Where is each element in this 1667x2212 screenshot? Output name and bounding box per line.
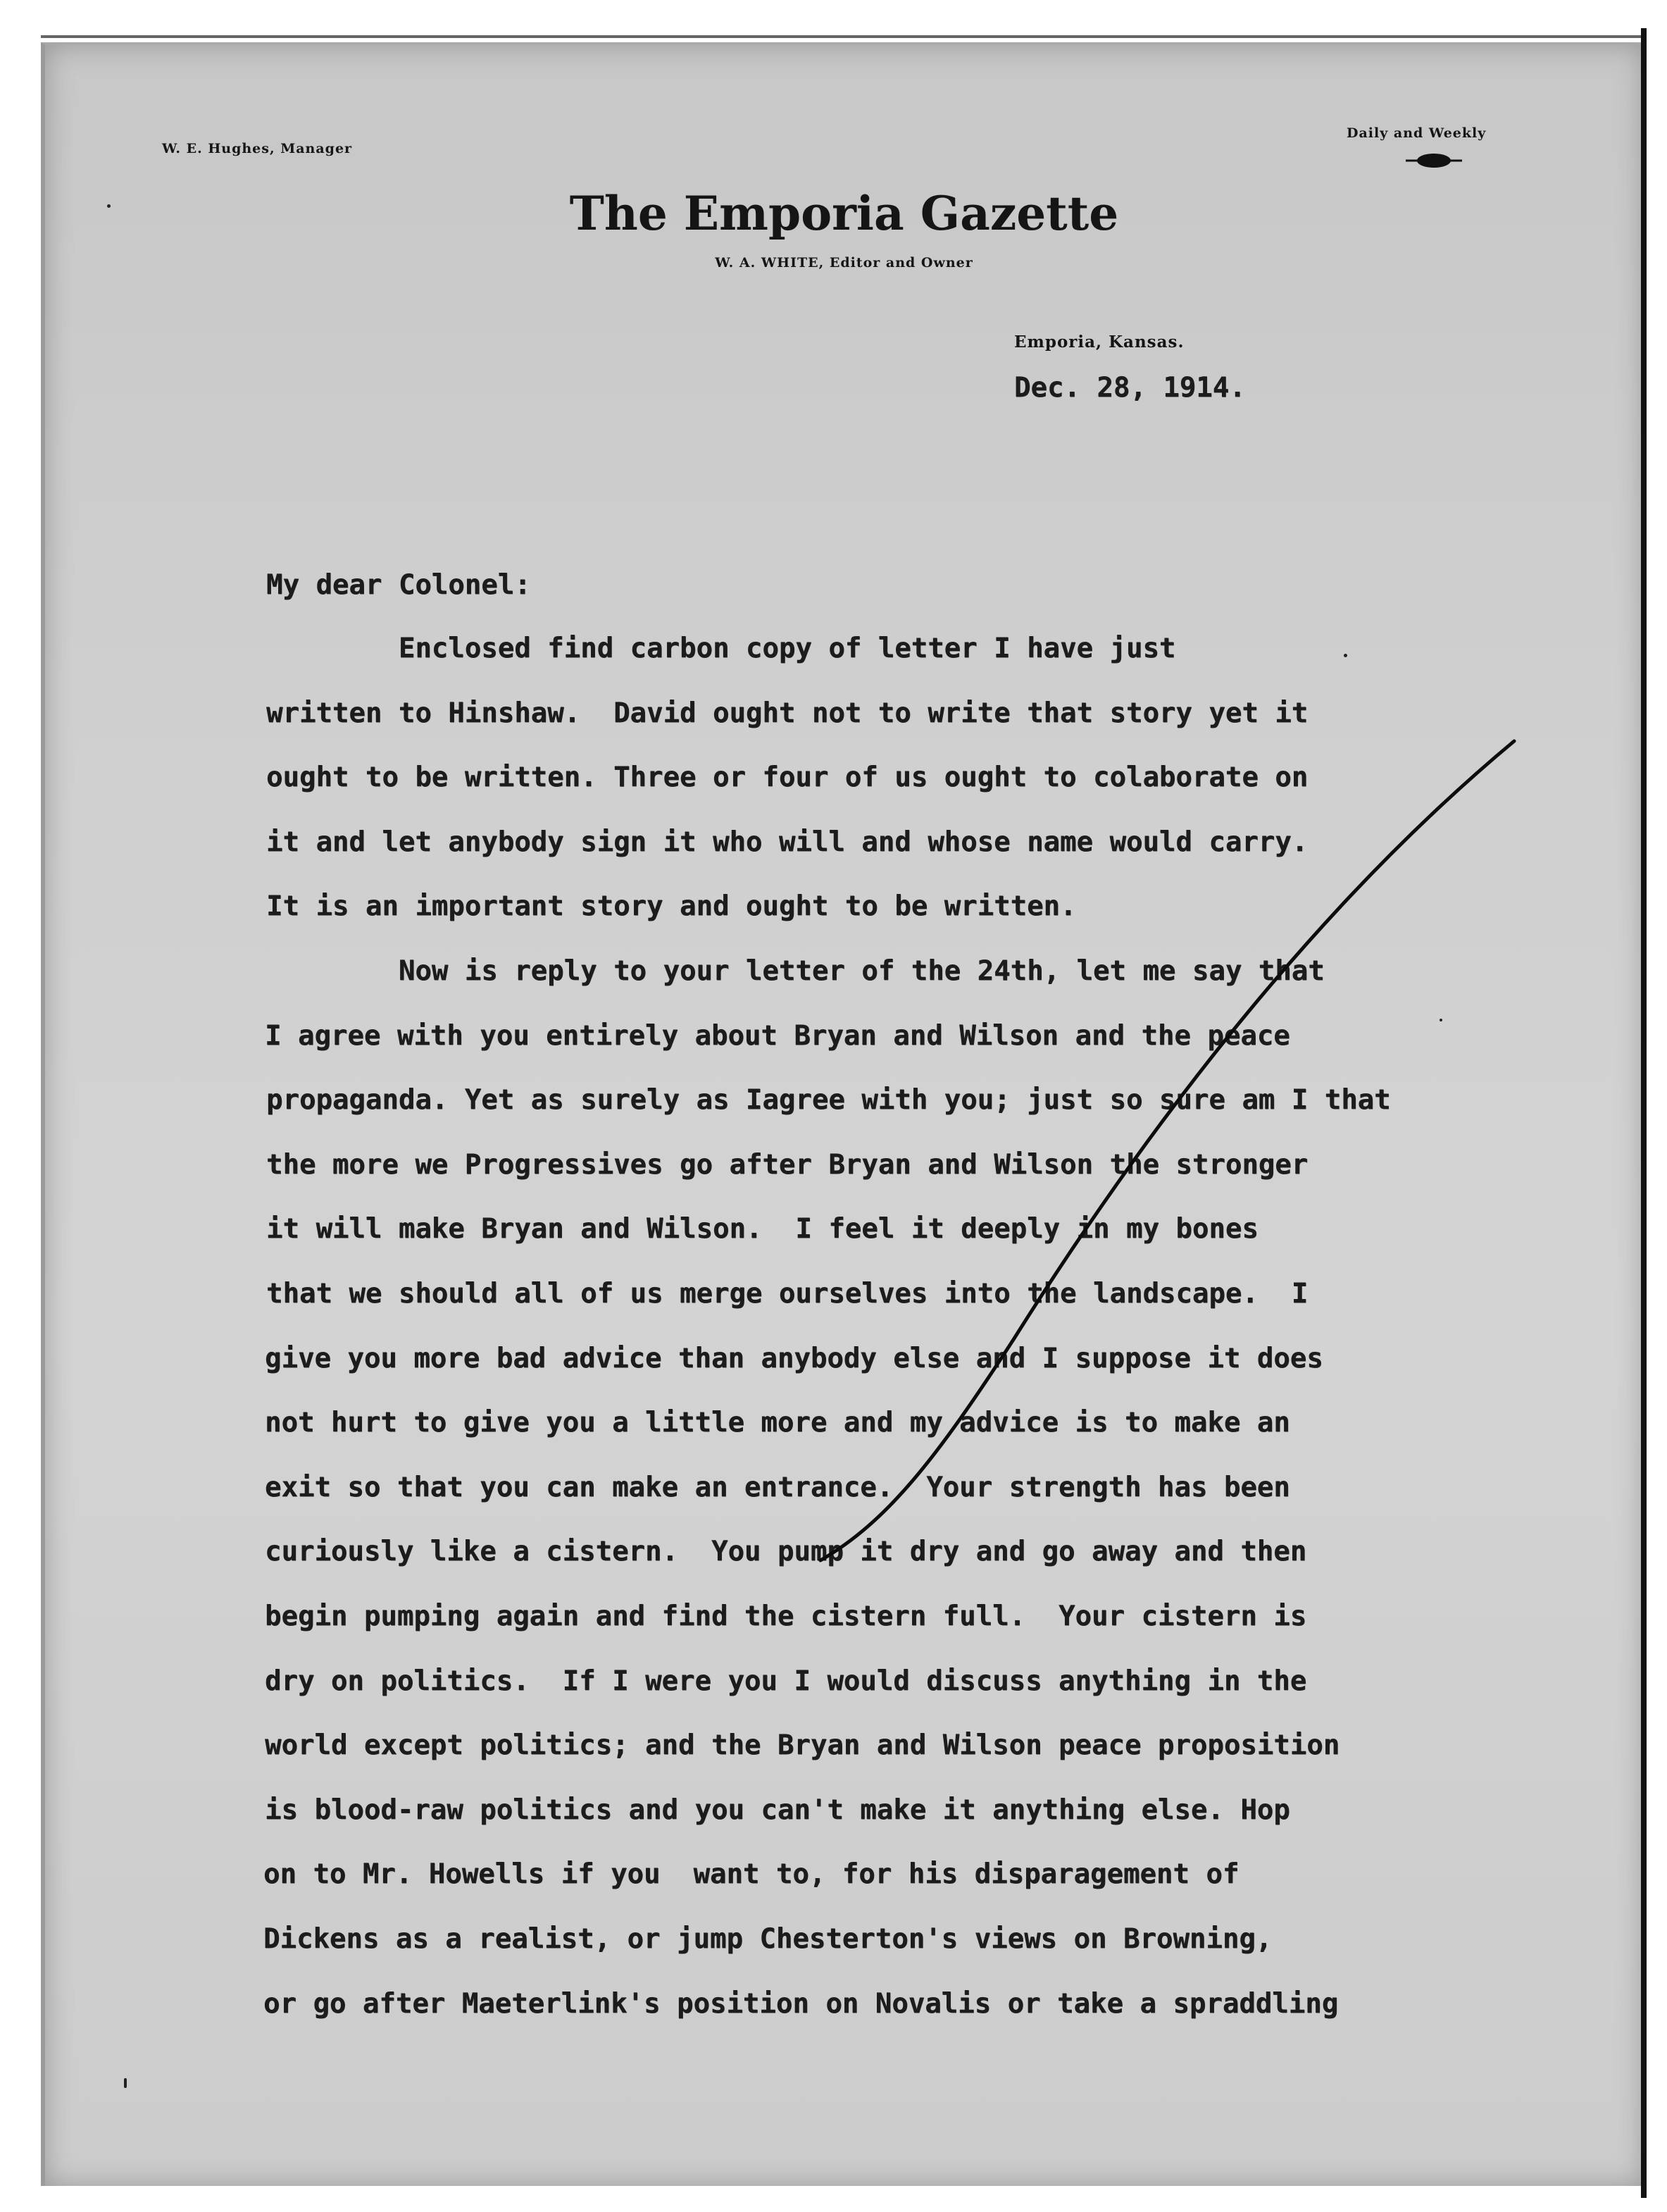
letter-line: or go after Maeterlink's position on Novalis or take a spraddling: [263, 1988, 1339, 2020]
letter-line: Enclosed find carbon copy of letter I have just: [266, 633, 1176, 664]
letterhead-place: Emporia, Kansas.: [1014, 333, 1185, 352]
letter-line: it will make Bryan and Wilson. I feel it deeply in my bones: [266, 1213, 1259, 1245]
paper-speck: [1440, 1019, 1442, 1021]
letter-line: Now is reply to your letter of the 24th, let me say that: [266, 955, 1325, 987]
letter-line: not hurt to give you a little more and my advice is to make an: [265, 1407, 1290, 1439]
letter-line: begin pumping again and find the cistern full. Your cistern is: [265, 1601, 1307, 1632]
letterhead-owner: W. A. WHITE, Editor and Owner: [715, 255, 973, 271]
paper-speck: [107, 204, 111, 208]
paper-speck: [124, 2078, 127, 2088]
letter-line: that we should all of us merge ourselves into the landscape. I: [266, 1278, 1309, 1310]
letterhead-manager: W. E. Hughes, Manager: [162, 141, 353, 156]
page-edge-top: [41, 35, 1647, 38]
letter-line: is blood-raw politics and you can't make it anything else. Hop: [265, 1794, 1290, 1826]
letter-date: Dec. 28, 1914.: [1014, 372, 1246, 404]
letterhead-ornament-icon: [1406, 151, 1462, 170]
paper-speck: [1344, 654, 1347, 657]
letter-line: dry on politics. If I were you I would discuss anything in the: [265, 1665, 1307, 1697]
letter-salutation: My dear Colonel:: [266, 569, 531, 601]
letter-line: propaganda. Yet as surely as Iagree with you; just so sure am I that: [266, 1084, 1391, 1116]
letter-line: I agree with you entirely about Bryan and Wilson and the peace: [265, 1020, 1290, 1052]
letter-line: ought to be written. Three or four of us ought to colaborate on: [266, 762, 1309, 793]
letter-line: give you more bad advice than anybody else and I suppose it does: [265, 1343, 1323, 1374]
letter-line: Dickens as a realist, or jump Chesterton's views on Browning,: [263, 1923, 1273, 1955]
letter-line: curiously like a cistern. You pump it dry and go away and then: [265, 1536, 1307, 1567]
letter-line: world except politics; and the Bryan and Wilson peace proposition: [265, 1729, 1340, 1761]
letter-line: the more we Progressives go after Bryan and Wilson the stronger: [266, 1149, 1309, 1181]
letter-line: written to Hinshaw. David ought not to write that story yet it: [266, 697, 1309, 729]
letterhead-editions: Daily and Weekly: [1347, 125, 1487, 141]
letter-line: it and let anybody sign it who will and whose name would carry.: [266, 826, 1309, 858]
letter-line: on to Mr. Howells if you want to, for his disparagement of: [263, 1858, 1240, 1890]
page-edge-right: [1641, 28, 1647, 2198]
letter-line: exit so that you can make an entrance. Your strength has been: [265, 1472, 1290, 1503]
newspaper-masthead: The Emporia Gazette: [569, 186, 1119, 241]
letter-line: It is an important story and ought to be written.: [266, 890, 1077, 922]
